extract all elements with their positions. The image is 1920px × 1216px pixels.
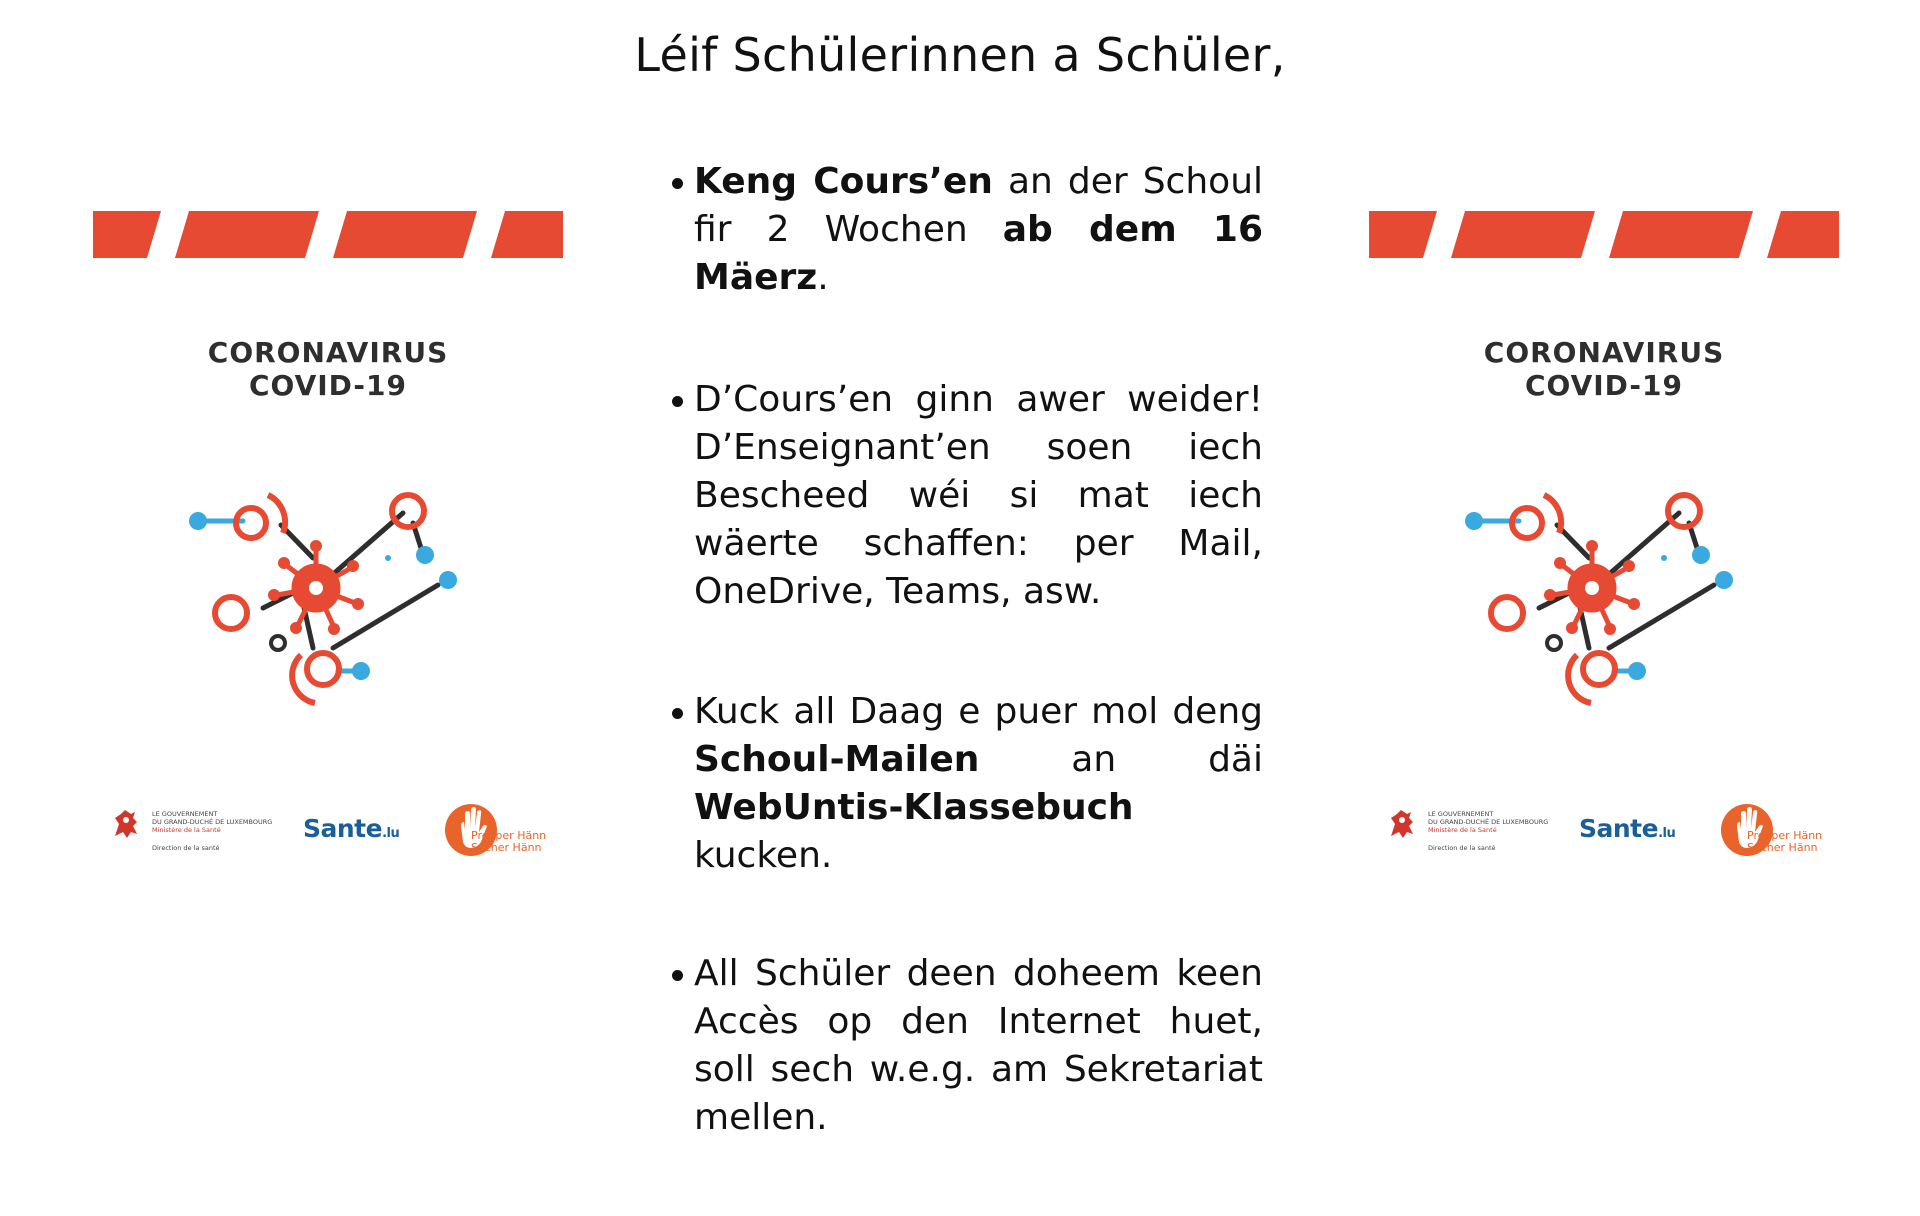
sante-suffix: .lu — [382, 826, 400, 841]
bullet-icon — [672, 178, 683, 189]
list-item — [666, 950, 1263, 1142]
bullet-segment: Kuck all Daag e puer mol deng — [694, 691, 1263, 732]
bullet-text — [694, 953, 1263, 1138]
bullet-icon — [672, 396, 683, 407]
bullet-icon — [672, 708, 683, 719]
propper-hann-logo — [443, 800, 563, 864]
bullet-bold-segment: WebUntis-Klassebuch — [694, 787, 1134, 828]
virus-network-icon — [183, 473, 483, 723]
bullet-bold-segment: ab dem 16 Mäerz — [694, 209, 1263, 298]
bullet-segment: D’Cours’en ginn awer weider! D’Enseignant’en soen iech Bescheed wéi si mat iech wäerte schaffen: per Mail, OneDrive, Teams, asw. — [694, 379, 1263, 612]
bullet-segment: All Schüler deen doheem keen Accès op den Internet huet, soll sech w.e.g. am Sekretariat mellen. — [694, 953, 1263, 1138]
bullet-icon — [672, 970, 683, 981]
virus-network-icon — [1459, 473, 1759, 723]
gov-line2: DU GRAND-DUCHÉ DE LUXEMBOURG — [1428, 818, 1549, 826]
propper-line2: Sécher Hänn — [471, 841, 542, 854]
gov-direction: Direction de la santé — [1428, 844, 1496, 852]
sante-logo — [1579, 814, 1675, 843]
bullet-bold-segment: Schoul-Mailen — [694, 739, 980, 780]
government-text — [1428, 810, 1548, 852]
gov-line2: DU GRAND-DUCHÉ DE LUXEMBOURG — [152, 818, 273, 826]
propper-hann-logo — [1719, 800, 1839, 864]
announcement-list — [666, 158, 1263, 1216]
gov-line1: LE GOUVERNEMENT — [1428, 810, 1494, 818]
bullet-segment: an der Schoul fir 2 Wochen — [694, 161, 1264, 250]
propper-line1: Propper Hänn — [1747, 829, 1823, 842]
propper-text — [471, 830, 546, 854]
government-logo — [1385, 804, 1565, 864]
sante-main: Sante — [303, 814, 383, 843]
lion-crest-icon — [109, 806, 145, 842]
propper-line2: Sécher Hänn — [1747, 841, 1818, 854]
poster-title-line2: COVID-19 — [248, 369, 408, 402]
partner-logos — [93, 800, 563, 870]
poster-title-line2: COVID-19 — [1524, 369, 1684, 402]
list-item — [666, 376, 1263, 616]
warning-stripes — [1369, 208, 1839, 258]
gov-ministry: Ministère de la Santé — [152, 826, 221, 834]
bullet-bold-segment: Keng Cours’en — [694, 161, 993, 202]
bullet-text — [694, 161, 1263, 298]
poster-title-line1: CORONAVIRUS — [207, 336, 449, 369]
poster-title-line1: CORONAVIRUS — [1483, 336, 1725, 369]
sante-logo — [303, 814, 399, 843]
bullet-segment: kucken. — [694, 835, 833, 876]
government-logo — [109, 804, 289, 864]
list-item — [666, 688, 1263, 880]
sante-main: Sante — [1579, 814, 1659, 843]
bullet-text — [694, 379, 1263, 612]
propper-text — [1747, 830, 1822, 854]
bullet-segment: an däi — [979, 739, 1263, 780]
warning-stripes — [93, 208, 563, 258]
bullet-text — [694, 691, 1263, 876]
list-item — [666, 158, 1263, 302]
poster-title — [93, 336, 563, 402]
bullet-segment: . — [817, 257, 829, 298]
government-text — [152, 810, 272, 852]
poster-title — [1369, 336, 1839, 402]
gov-line1: LE GOUVERNEMENT — [152, 810, 218, 818]
propper-line1: Propper Hänn — [471, 829, 547, 842]
covid-poster-left — [93, 208, 563, 868]
gov-direction: Direction de la santé — [152, 844, 220, 852]
page-title: Léif Schülerinnen a Schüler, — [634, 28, 1286, 82]
sante-suffix: .lu — [1658, 826, 1676, 841]
covid-poster-right — [1369, 208, 1839, 868]
partner-logos — [1369, 800, 1839, 870]
lion-crest-icon — [1385, 806, 1421, 842]
gov-ministry: Ministère de la Santé — [1428, 826, 1497, 834]
